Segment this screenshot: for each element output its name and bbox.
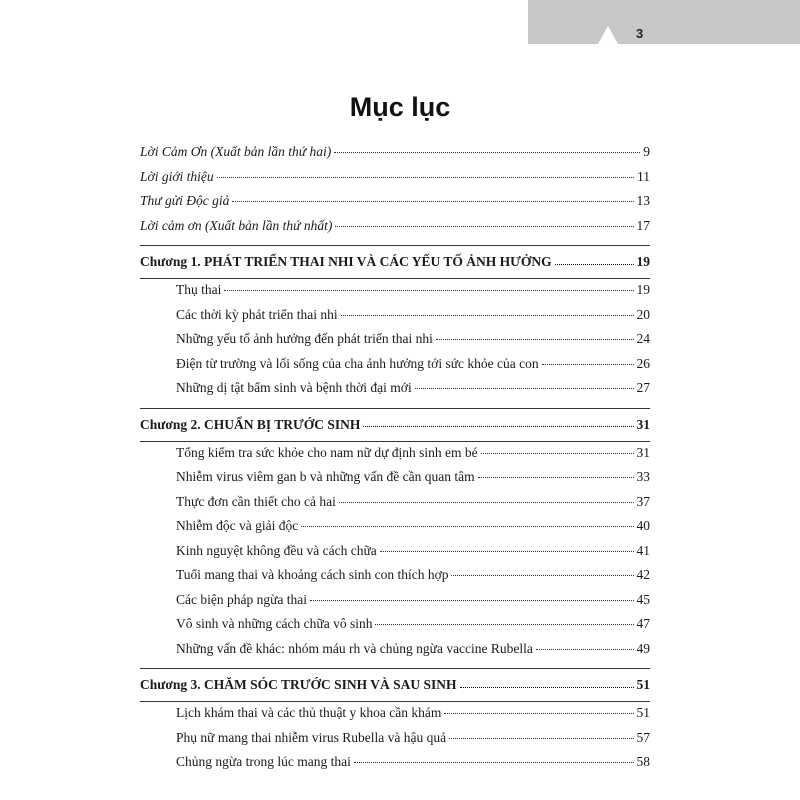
toc-entry-page-number: 31: [636, 416, 650, 432]
dot-leader: [542, 364, 634, 365]
toc-entry-front[interactable]: [140, 218, 650, 243]
toc-entry-page-number: 45: [636, 591, 650, 607]
dot-leader: [481, 453, 634, 454]
dot-leader: [354, 762, 634, 763]
toc-entry-section[interactable]: [140, 380, 650, 405]
toc-entry-label: Thụ thai: [176, 282, 222, 297]
toc-entry-label: Chủng ngừa trong lúc mang thai: [176, 754, 351, 769]
toc-entry-label: Lời giới thiệu: [140, 168, 214, 184]
toc-entry-section[interactable]: [140, 518, 650, 543]
dot-leader: [301, 526, 633, 527]
toc-entry-page-number: 24: [636, 331, 650, 346]
toc-entry-section[interactable]: [140, 356, 650, 381]
toc-entry-label: Những yếu tố ảnh hưởng đến phát triển thai nhi: [176, 331, 433, 346]
toc-entry-page-number: 27: [636, 380, 650, 395]
toc-entry-page-number: 40: [636, 518, 650, 533]
page-number: 3: [636, 26, 644, 41]
toc-entry-page-number: 41: [636, 542, 650, 558]
toc-entry-page-number: 33: [636, 469, 650, 484]
dot-leader: [380, 551, 634, 552]
toc-entry-section[interactable]: [140, 705, 650, 730]
toc-entry-section[interactable]: [140, 307, 650, 332]
toc-entry-chapter[interactable]: [140, 245, 650, 279]
toc-entry-section[interactable]: [140, 282, 650, 307]
toc-entry-page-number: 19: [636, 254, 650, 269]
toc-entry-label: Chương 2. CHUẨN BỊ TRƯỚC SINH: [140, 416, 361, 432]
toc-entry-label: Lời cảm ơn (Xuất bản lần thứ nhất): [140, 217, 333, 233]
dot-leader: [217, 177, 634, 178]
dot-leader: [335, 226, 633, 227]
toc-entry-page-number: 51: [636, 677, 650, 692]
toc-entry-label: Thư gửi Độc giả: [140, 193, 230, 208]
page-title: Mục lục: [349, 92, 451, 122]
tab-notch: [598, 26, 618, 44]
toc-entry-label: Lịch khám thai và các thủ thuật y khoa cần khám: [176, 705, 442, 720]
toc-entry-label: Điện từ trường và lối sống của cha ảnh hưởng tới sức khỏe của con: [176, 355, 539, 371]
toc-entry-front[interactable]: [140, 144, 650, 169]
dot-leader: [451, 575, 633, 576]
dot-leader: [536, 649, 634, 650]
dot-leader: [478, 477, 634, 478]
dot-leader: [232, 201, 633, 202]
toc-entry-page-number: 11: [637, 168, 650, 184]
toc-entry-page-number: 9: [643, 144, 650, 159]
toc-entry-section[interactable]: [140, 567, 650, 592]
toc-entry-label: Những vấn đề khác: nhóm máu rh và chủng ngừa vaccine Rubella: [176, 640, 533, 656]
toc-entry-label: Nhiễm độc và giải độc: [176, 518, 299, 533]
dot-leader: [310, 600, 633, 601]
page-corner-tab: [528, 0, 800, 44]
toc-entry-page-number: 19: [636, 282, 650, 297]
dot-leader: [341, 315, 634, 316]
dot-leader: [555, 264, 634, 265]
toc-entry-page-number: 37: [636, 493, 650, 509]
toc-entry-label: Nhiễm virus viêm gan b và những vấn đề cần quan tâm: [176, 469, 475, 484]
toc-entry-page-number: 49: [636, 640, 650, 656]
toc-entry-label: Thực đơn cần thiết cho cả hai: [176, 493, 336, 509]
toc-entry-page-number: 26: [636, 355, 650, 371]
toc-entry-page-number: 13: [636, 193, 650, 208]
dot-leader: [449, 738, 633, 739]
toc-entry-page-number: 57: [636, 729, 650, 745]
toc-entry-section[interactable]: [140, 469, 650, 494]
toc-entry-label: Chương 1. PHÁT TRIỂN THAI NHI VÀ CÁC YẾU TỐ ẢNH HƯỞNG: [140, 254, 552, 269]
dot-leader: [375, 624, 633, 625]
dot-leader: [339, 502, 634, 503]
toc-entry-page-number: 51: [636, 705, 650, 720]
toc-entry-section[interactable]: [140, 730, 650, 755]
toc-entry-label: Các biện pháp ngừa thai: [176, 591, 308, 607]
toc-entry-page-number: 20: [636, 306, 650, 322]
toc-entry-label: Các thời kỳ phát triển thai nhi: [176, 306, 338, 322]
toc-entry-section[interactable]: [140, 754, 650, 779]
toc-entry-page-number: 31: [636, 444, 650, 460]
dot-leader: [415, 388, 634, 389]
toc-entry-label: Lời Cảm Ơn (Xuất bản lần thứ hai): [140, 144, 332, 159]
toc-entry-label: Chương 3. CHĂM SÓC TRƯỚC SINH VÀ SAU SINH: [140, 677, 457, 692]
toc-entry-label: Vô sinh và những cách chữa vô sinh: [176, 616, 373, 631]
toc-entry-section[interactable]: [140, 494, 650, 519]
toc-entry-label: Tổng kiểm tra sức khỏe cho nam nữ dự định sinh em bé: [176, 444, 478, 460]
toc-entry-section[interactable]: [140, 616, 650, 641]
dot-leader: [460, 687, 634, 688]
toc-entry-section[interactable]: [140, 331, 650, 356]
toc-entry-section[interactable]: [140, 543, 650, 568]
toc-entry-section[interactable]: [140, 592, 650, 617]
dot-leader: [363, 426, 633, 427]
toc-entry-section[interactable]: [140, 445, 650, 470]
dot-leader: [436, 339, 634, 340]
toc-entry-chapter[interactable]: [140, 408, 650, 442]
toc-entry-front[interactable]: [140, 193, 650, 218]
toc-entry-page-number: 42: [636, 567, 650, 582]
dot-leader: [444, 713, 633, 714]
toc-entry-label: Kinh nguyệt không đều và cách chữa: [176, 542, 377, 558]
toc-entry-chapter[interactable]: [140, 668, 650, 702]
toc-entry-label: Phụ nữ mang thai nhiễm virus Rubella và hậu quả: [176, 729, 447, 745]
table-of-contents: [140, 144, 650, 779]
dot-leader: [224, 290, 633, 291]
toc-entry-label: Tuổi mang thai và khoảng cách sinh con thích hợp: [176, 567, 449, 582]
toc-entry-label: Những dị tật bẩm sinh và bệnh thời đại mới: [176, 380, 412, 395]
dot-leader: [334, 152, 640, 153]
toc-entry-front[interactable]: [140, 169, 650, 194]
toc-entry-page-number: 47: [636, 616, 650, 631]
toc-entry-section[interactable]: [140, 641, 650, 666]
toc-entry-page-number: 58: [636, 754, 650, 769]
toc-entry-page-number: 17: [636, 217, 650, 233]
